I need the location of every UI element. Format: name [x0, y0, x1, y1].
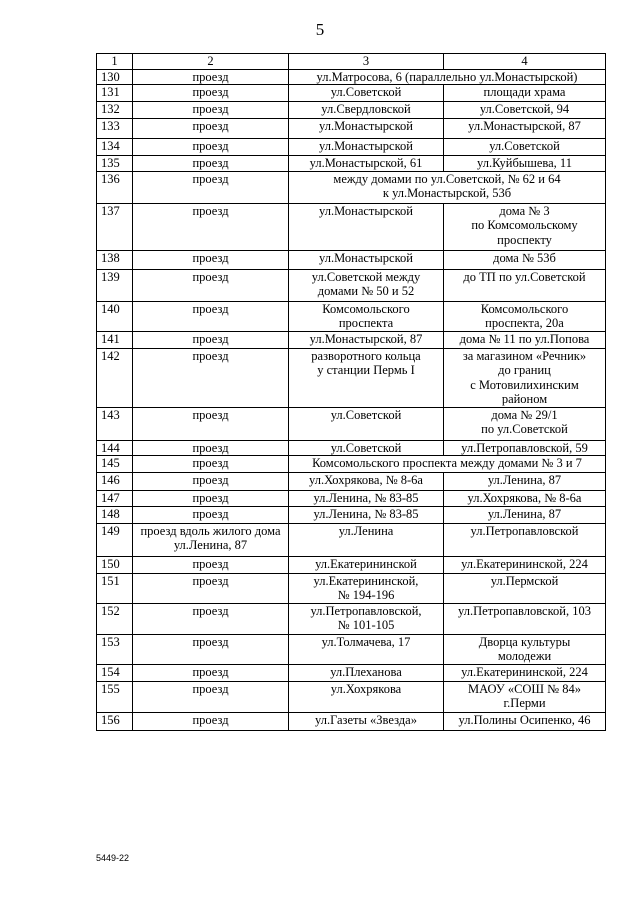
row-number-cell: 141	[97, 331, 133, 348]
type-cell: проезд вдоль жилого дома ул.Ленина, 87	[133, 523, 289, 556]
column-header-2: 2	[133, 54, 289, 70]
location-span-cell: между домами по ул.Советской, № 62 и 64 к ул.Монастырской, 53б	[289, 171, 606, 203]
from-cell: ул.Монастырской, 61	[289, 156, 444, 172]
row-number-cell: 147	[97, 491, 133, 507]
table-body	[97, 54, 606, 731]
type-cell: проезд	[133, 331, 289, 348]
to-cell: дома № 11 по ул.Попова	[444, 331, 606, 348]
table-row	[97, 407, 606, 440]
to-cell: площади храма	[444, 85, 606, 102]
to-cell: ул.Хохрякова, № 8-6а	[444, 491, 606, 507]
type-cell: проезд	[133, 664, 289, 681]
type-cell: проезд	[133, 440, 289, 456]
type-cell: проезд	[133, 119, 289, 139]
to-cell: ул.Петропавловской, 103	[444, 603, 606, 634]
type-cell: проезд	[133, 156, 289, 172]
type-cell: проезд	[133, 573, 289, 603]
type-cell: проезд	[133, 634, 289, 664]
table-row	[97, 301, 606, 331]
from-cell: ул.Екатерининской	[289, 556, 444, 573]
from-cell: ул.Монастырской	[289, 119, 444, 139]
from-cell: ул.Советской между домами № 50 и 52	[289, 269, 444, 301]
type-cell: проезд	[133, 556, 289, 573]
table-row	[97, 664, 606, 681]
table-row	[97, 440, 606, 456]
table-row	[97, 573, 606, 603]
to-cell: ул.Ленина, 87	[444, 473, 606, 491]
table-row	[97, 523, 606, 556]
table-row	[97, 603, 606, 634]
column-header-1: 1	[97, 54, 133, 70]
from-cell: ул.Ленина, № 83-85	[289, 491, 444, 507]
to-cell: Дворца культуры молодежи	[444, 634, 606, 664]
row-number-cell: 133	[97, 119, 133, 139]
location-span-cell: ул.Матросова, 6 (параллельно ул.Монастырской)	[289, 69, 606, 85]
type-cell: проезд	[133, 102, 289, 119]
to-cell: за магазином «Речник» до границ с Мотовилихинским районом	[444, 348, 606, 407]
page-number: 5	[315, 20, 325, 39]
to-cell: МАОУ «СОШ № 84» г.Перми	[444, 681, 606, 712]
type-cell: проезд	[133, 491, 289, 507]
table-row	[97, 250, 606, 269]
table-row	[97, 634, 606, 664]
table-row	[97, 712, 606, 730]
from-cell: ул.Монастырской	[289, 203, 444, 250]
table-row	[97, 269, 606, 301]
table-row	[97, 456, 606, 473]
from-cell: Комсомольского проспекта	[289, 301, 444, 331]
to-cell: ул.Петропавловской, 59	[444, 440, 606, 456]
type-cell: проезд	[133, 269, 289, 301]
row-number-cell: 155	[97, 681, 133, 712]
table-row	[97, 85, 606, 102]
row-number-cell: 130	[97, 69, 133, 85]
document-code: 5449-22	[96, 853, 130, 863]
location-span-cell: Комсомольского проспекта между домами № 3 и 7	[289, 456, 606, 473]
from-cell: ул.Хохрякова	[289, 681, 444, 712]
table-row	[97, 506, 606, 523]
to-cell: ул.Полины Осипенко, 46	[444, 712, 606, 730]
from-cell: ул.Монастырской	[289, 139, 444, 156]
row-number-cell: 149	[97, 523, 133, 556]
type-cell: проезд	[133, 712, 289, 730]
table-row	[97, 171, 606, 203]
from-cell: ул.Советской	[289, 85, 444, 102]
to-cell: ул.Советской	[444, 139, 606, 156]
table-row	[97, 331, 606, 348]
table-row	[97, 102, 606, 119]
table-row	[97, 119, 606, 139]
to-cell: до ТП по ул.Советской	[444, 269, 606, 301]
type-cell: проезд	[133, 85, 289, 102]
table-row	[97, 556, 606, 573]
table-row	[97, 203, 606, 250]
to-cell: ул.Советской, 94	[444, 102, 606, 119]
type-cell: проезд	[133, 139, 289, 156]
row-number-cell: 142	[97, 348, 133, 407]
from-cell: ул.Екатерининской, № 194-196	[289, 573, 444, 603]
from-cell: ул.Петропавловской, № 101-105	[289, 603, 444, 634]
to-cell: ул.Екатерининской, 224	[444, 556, 606, 573]
row-number-cell: 134	[97, 139, 133, 156]
row-number-cell: 144	[97, 440, 133, 456]
from-cell: ул.Ленина	[289, 523, 444, 556]
to-cell: ул.Петропавловской	[444, 523, 606, 556]
row-number-cell: 150	[97, 556, 133, 573]
from-cell: ул.Монастырской	[289, 250, 444, 269]
type-cell: проезд	[133, 250, 289, 269]
to-cell: ул.Монастырской, 87	[444, 119, 606, 139]
type-cell: проезд	[133, 603, 289, 634]
table-row	[97, 69, 606, 85]
to-cell: дома № 53б	[444, 250, 606, 269]
row-number-cell: 138	[97, 250, 133, 269]
row-number-cell: 146	[97, 473, 133, 491]
table-row	[97, 681, 606, 712]
row-number-cell: 156	[97, 712, 133, 730]
row-number-cell: 151	[97, 573, 133, 603]
from-cell: ул.Советской	[289, 440, 444, 456]
row-number-cell: 139	[97, 269, 133, 301]
from-cell: ул.Плеханова	[289, 664, 444, 681]
type-cell: проезд	[133, 506, 289, 523]
row-number-cell: 132	[97, 102, 133, 119]
from-cell: ул.Советской	[289, 407, 444, 440]
type-cell: проезд	[133, 301, 289, 331]
row-number-cell: 143	[97, 407, 133, 440]
table-row	[97, 348, 606, 407]
type-cell: проезд	[133, 456, 289, 473]
type-cell: проезд	[133, 473, 289, 491]
type-cell: проезд	[133, 348, 289, 407]
from-cell: ул.Монастырской, 87	[289, 331, 444, 348]
table-row	[97, 156, 606, 172]
column-header-4: 4	[444, 54, 606, 70]
table-header-row	[97, 54, 606, 70]
to-cell: дома № 3 по Комсомольскому проспекту	[444, 203, 606, 250]
to-cell: ул.Екатерининской, 224	[444, 664, 606, 681]
row-number-cell: 137	[97, 203, 133, 250]
row-number-cell: 153	[97, 634, 133, 664]
to-cell: ул.Куйбышева, 11	[444, 156, 606, 172]
from-cell: ул.Газеты «Звезда»	[289, 712, 444, 730]
roads-table	[96, 53, 606, 731]
from-cell: ул.Ленина, № 83-85	[289, 506, 444, 523]
table-row	[97, 491, 606, 507]
row-number-cell: 154	[97, 664, 133, 681]
from-cell: ул.Хохрякова, № 8-6а	[289, 473, 444, 491]
type-cell: проезд	[133, 171, 289, 203]
from-cell: ул.Свердловской	[289, 102, 444, 119]
table-row	[97, 139, 606, 156]
to-cell: Комсомольского проспекта, 20а	[444, 301, 606, 331]
from-cell: разворотного кольца у станции Пермь I	[289, 348, 444, 407]
table-row	[97, 473, 606, 491]
to-cell: дома № 29/1 по ул.Советской	[444, 407, 606, 440]
from-cell: ул.Толмачева, 17	[289, 634, 444, 664]
row-number-cell: 135	[97, 156, 133, 172]
type-cell: проезд	[133, 69, 289, 85]
row-number-cell: 136	[97, 171, 133, 203]
type-cell: проезд	[133, 681, 289, 712]
column-header-3: 3	[289, 54, 444, 70]
row-number-cell: 148	[97, 506, 133, 523]
type-cell: проезд	[133, 407, 289, 440]
type-cell: проезд	[133, 203, 289, 250]
to-cell: ул.Ленина, 87	[444, 506, 606, 523]
row-number-cell: 145	[97, 456, 133, 473]
to-cell: ул.Пермской	[444, 573, 606, 603]
row-number-cell: 140	[97, 301, 133, 331]
row-number-cell: 152	[97, 603, 133, 634]
row-number-cell: 131	[97, 85, 133, 102]
